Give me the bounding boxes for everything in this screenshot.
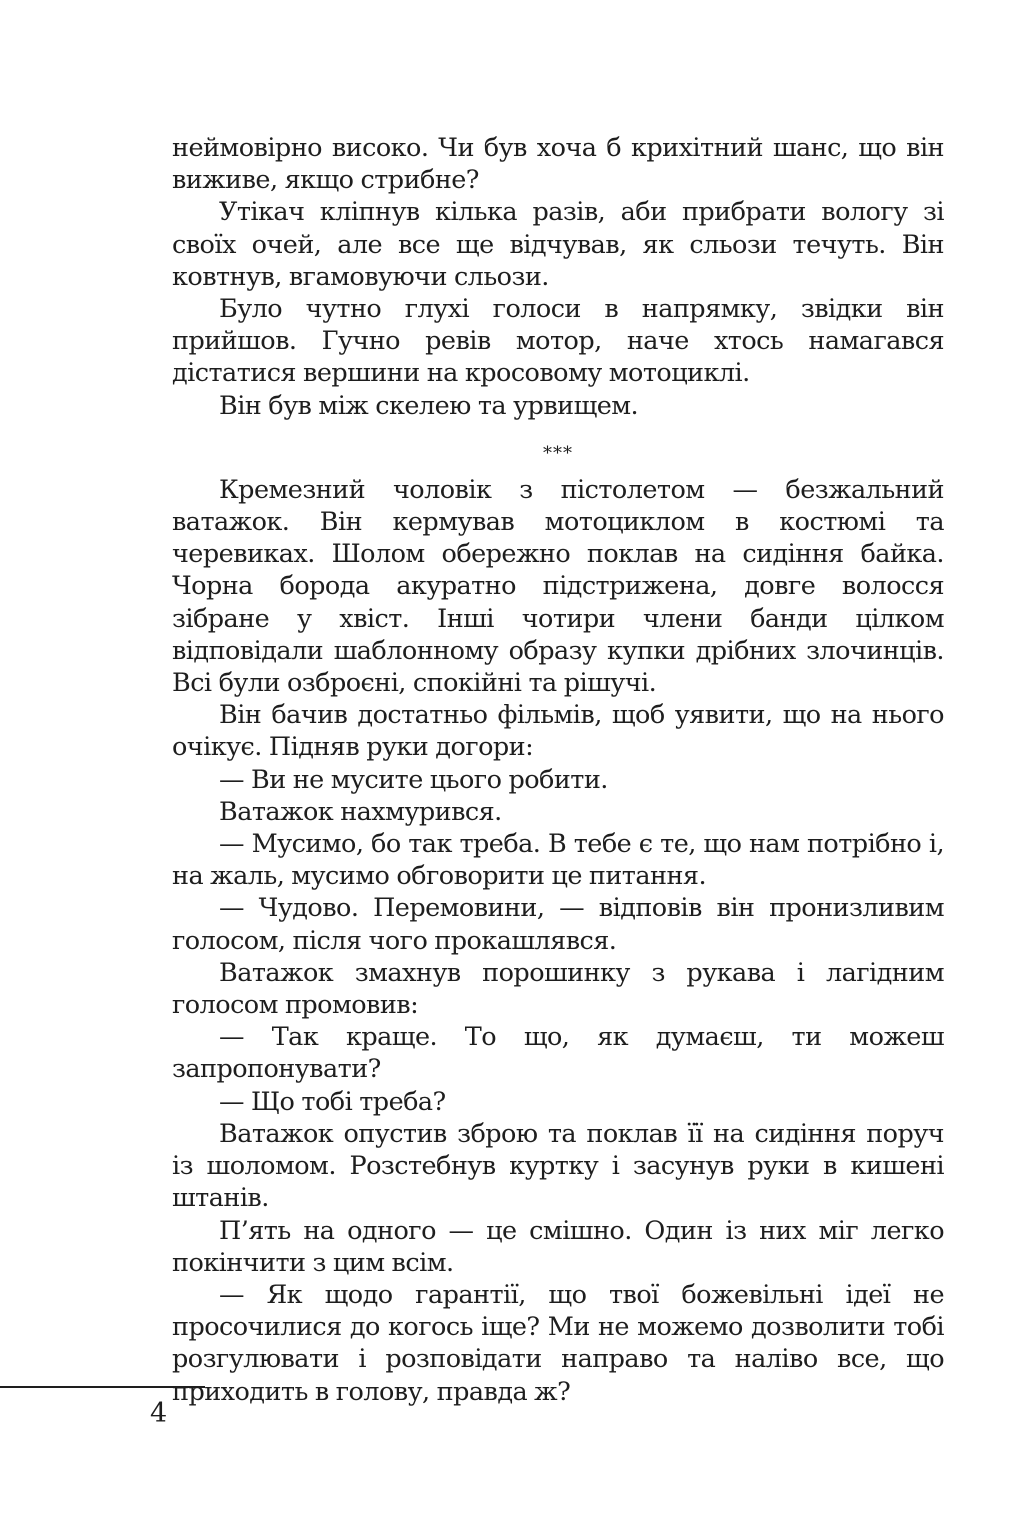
paragraph: Кремезний чоловік з пістолетом — безжальний ватажок. Він кермував мотоциклом в костюмі та черевиках. Шолом обережно поклав на сидіння байка. Чорна борода акуратно підстрижена, довге волосся зібране у хвіст. Інші чотири члени банди цілком відповідали шаблонному образу купки дрібних злочинців. Всі були озброєні, спокійні та рішучі. <box>172 474 944 699</box>
paragraph: Ватажок змахнув порошинку з рукава і лагідним голосом промовив: <box>172 957 944 1021</box>
dialogue-line: — Що тобі треба? <box>219 1086 446 1117</box>
paragraph: Ватажок нахмурився. <box>219 796 502 827</box>
paragraph-continued: неймовірно високо. Чи був хоча б крихітний шанс, що він виживе, якщо стрибне? <box>172 133 944 196</box>
dialogue-line: — Чудово. Перемовини, — відповів він пронизливим голосом, після чого прокашлявся. <box>172 893 944 956</box>
paragraph: Утікач кліпнув кілька разів, аби прибрати вологу зі своїх очей, але все ще відчував, як сльози течуть. Він ковтнув, вгамовуючи сльози. <box>172 197 944 292</box>
paragraph: Ватажок опустив зброю та поклав її на сидіння поруч із шоломом. Розстебнув куртку і засунув руки в кишені штанів. <box>172 1118 944 1214</box>
paragraph: Він бачив достатньо фільмів, щоб уявити, що на нього очікує. Підняв руки догори: <box>172 700 944 763</box>
paragraph: Було чутно глухі голоси в напрямку, звідки він прийшов. Гучно ревів мотор, наче хтось намагався дістатися вершини на кросовому мотоциклі. <box>172 294 944 389</box>
dialogue-line: — Як щодо гарантії, що твої божевільні ідеї не просочилися до когось іще? Ми не можемо дозволити тобі розгулювати і розповідати направо та наліво все, що приходить в голову, правда ж? <box>172 1279 944 1407</box>
paragraph: П’ять на одного — це смішно. Один із них міг легко покінчити з цим всім. <box>172 1215 944 1278</box>
footer-divider-line <box>0 1386 205 1388</box>
paragraph: Він був між скелею та урвищем. <box>219 390 639 421</box>
page-body-text <box>172 132 944 1408</box>
dialogue-line: — Мусимо, бо так треба. В тебе є те, що нам потрібно і, на жаль, мусимо обговорити це питання. <box>172 829 944 892</box>
dialogue-line: — Ви не мусите цього робити. <box>219 764 608 795</box>
dialogue-line: — Так краще. То що, як думаєш, ти можеш запропонувати? <box>172 1022 944 1085</box>
page-number: 4 <box>150 1398 168 1429</box>
scene-break-asterisks: *** <box>543 442 573 464</box>
